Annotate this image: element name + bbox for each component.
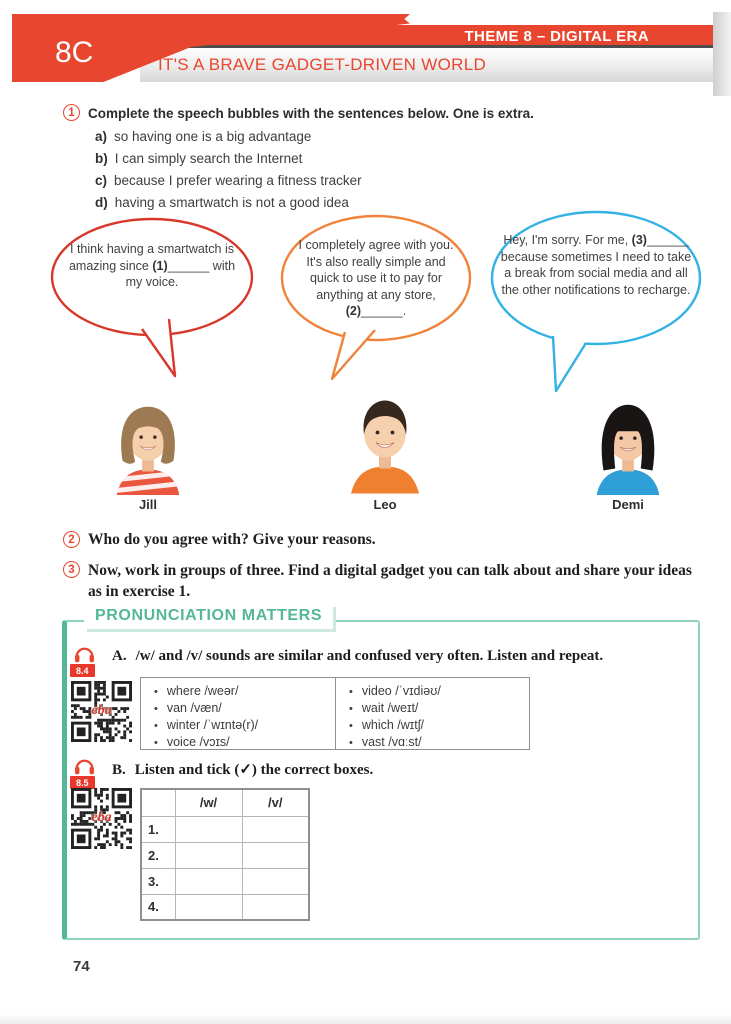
part-b-label: B. [112, 762, 126, 778]
tick-table-row [141, 842, 309, 868]
tick-cell-4-v[interactable] [242, 894, 309, 920]
row-number: 2. [141, 842, 175, 868]
row-number: 3. [141, 868, 175, 894]
exercise1-number: 1 [63, 104, 80, 121]
eba-logo: eba [91, 703, 112, 718]
tick-cell-3-w[interactable] [175, 868, 242, 894]
tick-table [140, 788, 310, 921]
exercise2-instruction: Who do you agree with? Give your reasons. [88, 531, 376, 548]
name-demi: Demi [612, 497, 644, 512]
page-number: 74 [73, 958, 90, 975]
option-b [95, 151, 302, 166]
tick-table-row [141, 894, 309, 920]
tick-cell-2-v[interactable] [242, 842, 309, 868]
word-item: • van /væn/ [154, 700, 335, 717]
option-a-letter: a) [95, 129, 108, 144]
part-b-instruction: Listen and tick (✓) the correct boxes. [134, 762, 374, 778]
portrait-demi [578, 392, 678, 500]
exercise2-number: 2 [63, 531, 80, 548]
row-number: 4. [141, 894, 175, 920]
word-item: • wait /weɪt/ [349, 700, 529, 717]
audio-track-badge-a: 8.4 [70, 664, 95, 677]
tick-table-corner [141, 789, 175, 816]
theme-label: THEME 8 – DIGITAL ERA [464, 28, 649, 45]
word-item: • vast /vɑːst/ [349, 734, 529, 751]
unit-title: IT'S A BRAVE GADGET-DRIVEN WORLD [158, 55, 487, 74]
option-d-text: having a smartwatch is not a good idea [114, 195, 349, 210]
tick-table-row [141, 868, 309, 894]
tick-cell-1-v[interactable] [242, 816, 309, 842]
unit-code: 8C [55, 36, 94, 69]
page-bottom-edge [0, 1014, 731, 1024]
word-item: • voice /vɔɪs/ [154, 734, 335, 751]
part-a-instruction-row [112, 648, 603, 665]
tick-table-header-w: /w/ [175, 789, 242, 816]
tick-cell-3-v[interactable] [242, 868, 309, 894]
option-a [95, 129, 311, 144]
option-c [95, 173, 362, 188]
header-divider-line [140, 45, 713, 48]
pronunciation-word-table [140, 677, 530, 750]
word-item: • where /weər/ [154, 683, 335, 700]
qr-code-b [71, 788, 132, 849]
word-item: • video /ˈvɪdiəʊ/ [349, 683, 529, 700]
tick-cell-1-w[interactable] [175, 816, 242, 842]
speech-bubble-leo [276, 210, 476, 384]
portrait-leo [335, 388, 435, 499]
option-d [95, 195, 349, 210]
audio-track-badge-b: 8.5 [70, 776, 95, 789]
speech-bubble-jill-outline [45, 213, 260, 383]
bubble-text-jill: I think having a smartwatch is amazing since (1)______ with my voice. [68, 242, 236, 289]
word-item: • which /wɪtʃ/ [349, 717, 529, 734]
part-a-label: A. [112, 648, 127, 664]
word-item: • winter /ˈwɪntə(r)/ [154, 717, 335, 734]
tick-table-header-v: /v/ [242, 789, 309, 816]
name-leo: Leo [373, 497, 397, 512]
part-a-instruction: /w/ and /v/ sounds are similar and confused very often. Listen and repeat. [135, 648, 604, 664]
bubble-text-leo: I completely agree with you. It's also really simple and quick to use it to pay for anything at any store, (2)______. [298, 238, 454, 318]
option-d-letter: d) [95, 195, 108, 210]
option-b-text: I can simply search the Internet [114, 151, 303, 166]
exercise3-instruction: Now, work in groups of three. Find a digital gadget you can talk about and share your ideas as in exercise 1. [88, 562, 692, 600]
exercise1-instruction: Complete the speech bubbles with the sentences below. One is extra. [88, 106, 534, 121]
eba-logo: eba [91, 810, 112, 825]
option-c-text: because I prefer wearing a fitness tracker [114, 173, 362, 188]
word-column-right [335, 678, 529, 749]
qr-code-a [71, 681, 132, 742]
speech-bubble-jill [45, 213, 260, 383]
word-column-left [141, 678, 335, 749]
row-number: 1. [141, 816, 175, 842]
speech-bubble-demi [486, 206, 706, 394]
name-jill: Jill [138, 497, 158, 512]
page-edge-shadow [713, 12, 731, 96]
tick-cell-4-w[interactable] [175, 894, 242, 920]
option-a-text: so having one is a big advantage [114, 129, 312, 144]
portrait-jill [98, 392, 198, 500]
part-b-instruction-row [112, 760, 373, 779]
pronunciation-section-title: PRONUNCIATION MATTERS [84, 604, 333, 629]
exercise3-number: 3 [63, 561, 80, 578]
tick-cell-2-w[interactable] [175, 842, 242, 868]
option-b-letter: b) [95, 151, 108, 166]
option-c-letter: c) [95, 173, 108, 188]
tick-table-row [141, 816, 309, 842]
bubble-text-demi: Hey, I'm sorry. For me, (3)______ because sometimes I need to take a break from social media and all the other notifications to recharge. [500, 233, 692, 297]
